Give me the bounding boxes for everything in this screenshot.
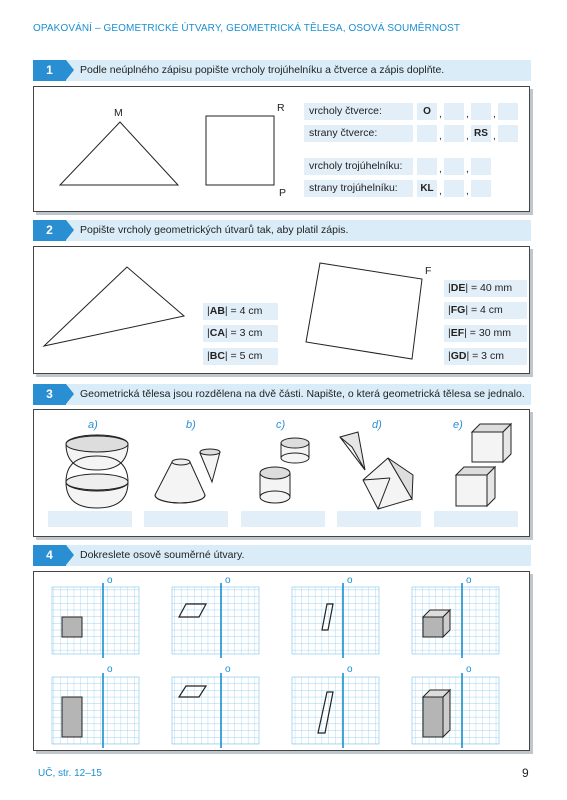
label-triangle-sides: strany trojúhelníku: [304,180,413,197]
vertex-label-p: P [279,187,287,199]
label-square-vertices: vrcholy čtverce: [304,103,413,120]
grid-7 [292,673,379,748]
axis-label-5: o [107,664,113,675]
axis-label-2: o [225,575,231,586]
sublabel-b: b) [186,419,196,431]
vertex-label-r: R [277,102,285,114]
comma: , [439,131,442,142]
comma: , [439,186,442,197]
axis-label-4: o [466,575,472,586]
answer-cell[interactable]: RS [471,125,491,142]
comma: , [439,109,442,120]
axis-label-1: o [107,575,113,586]
answer-cell[interactable]: KL [417,180,437,197]
axis-label-7: o [347,664,353,675]
task-4-number: 4 [33,545,66,566]
axis-label-3: o [347,575,353,586]
axis-label-6: o [225,664,231,675]
label-triangle-vertices: vrcholy trojúhelníku: [304,158,413,175]
grid-1 [52,583,139,658]
comma: , [466,109,469,120]
label-square-sides: strany čtverce: [304,125,413,142]
page-header: OPAKOVÁNÍ – GEOMETRICKÉ ÚTVARY, GEOMETRICKÁ TĚLESA, OSOVÁ SOUMĚRNOST [33,23,461,34]
answer-cell[interactable]: O [417,103,437,120]
page-number: 9 [522,766,529,780]
vertex-label-f: F [425,265,432,277]
grid-4 [412,583,499,658]
comma: , [466,164,469,175]
task-4-instruction: Dokreslete osově souměrné útvary. [80,549,245,561]
task-1-number: 1 [33,60,66,81]
grid-2 [172,583,259,658]
task-3-instruction: Geometrická tělesa jsou rozdělena na dvě části. Napište, o která geometrická tělesa se jednalo. [80,388,525,400]
comma: , [466,131,469,142]
equation-fg: |FG| = 4 cm [444,302,527,319]
comma: , [439,164,442,175]
equation-gd: |GD| = 3 cm [444,348,527,365]
textbook-reference: UČ, str. 12–15 [38,768,102,779]
sublabel-d: d) [372,419,382,431]
grid-5 [52,673,139,748]
grid-6 [172,673,259,748]
task-2-instruction: Popište vrcholy geometrických útvarů tak, aby platil zápis. [80,224,349,236]
equation-ca: |CA| = 3 cm [203,325,278,342]
sublabel-e: e) [453,419,463,431]
task-3-number: 3 [33,384,66,405]
task-2-number: 2 [33,220,66,241]
grid-8 [412,673,499,748]
equation-bc: |BC| = 5 cm [203,348,278,365]
grid-3 [292,583,379,658]
equation-ab: |AB| = 4 cm [203,303,278,320]
vertex-label-m: M [114,107,123,119]
equation-de: |DE| = 40 mm [444,280,527,297]
sublabel-a: a) [88,419,98,431]
equation-ef: |EF| = 30 mm [444,325,527,342]
sublabel-c: c) [276,419,286,431]
axis-label-8: o [466,664,472,675]
comma: , [466,186,469,197]
task-1-instruction: Podle neúplného zápisu popište vrcholy trojúhelníku a čtverce a zápis doplňte. [80,64,445,76]
comma: , [493,109,496,120]
comma: , [493,131,496,142]
